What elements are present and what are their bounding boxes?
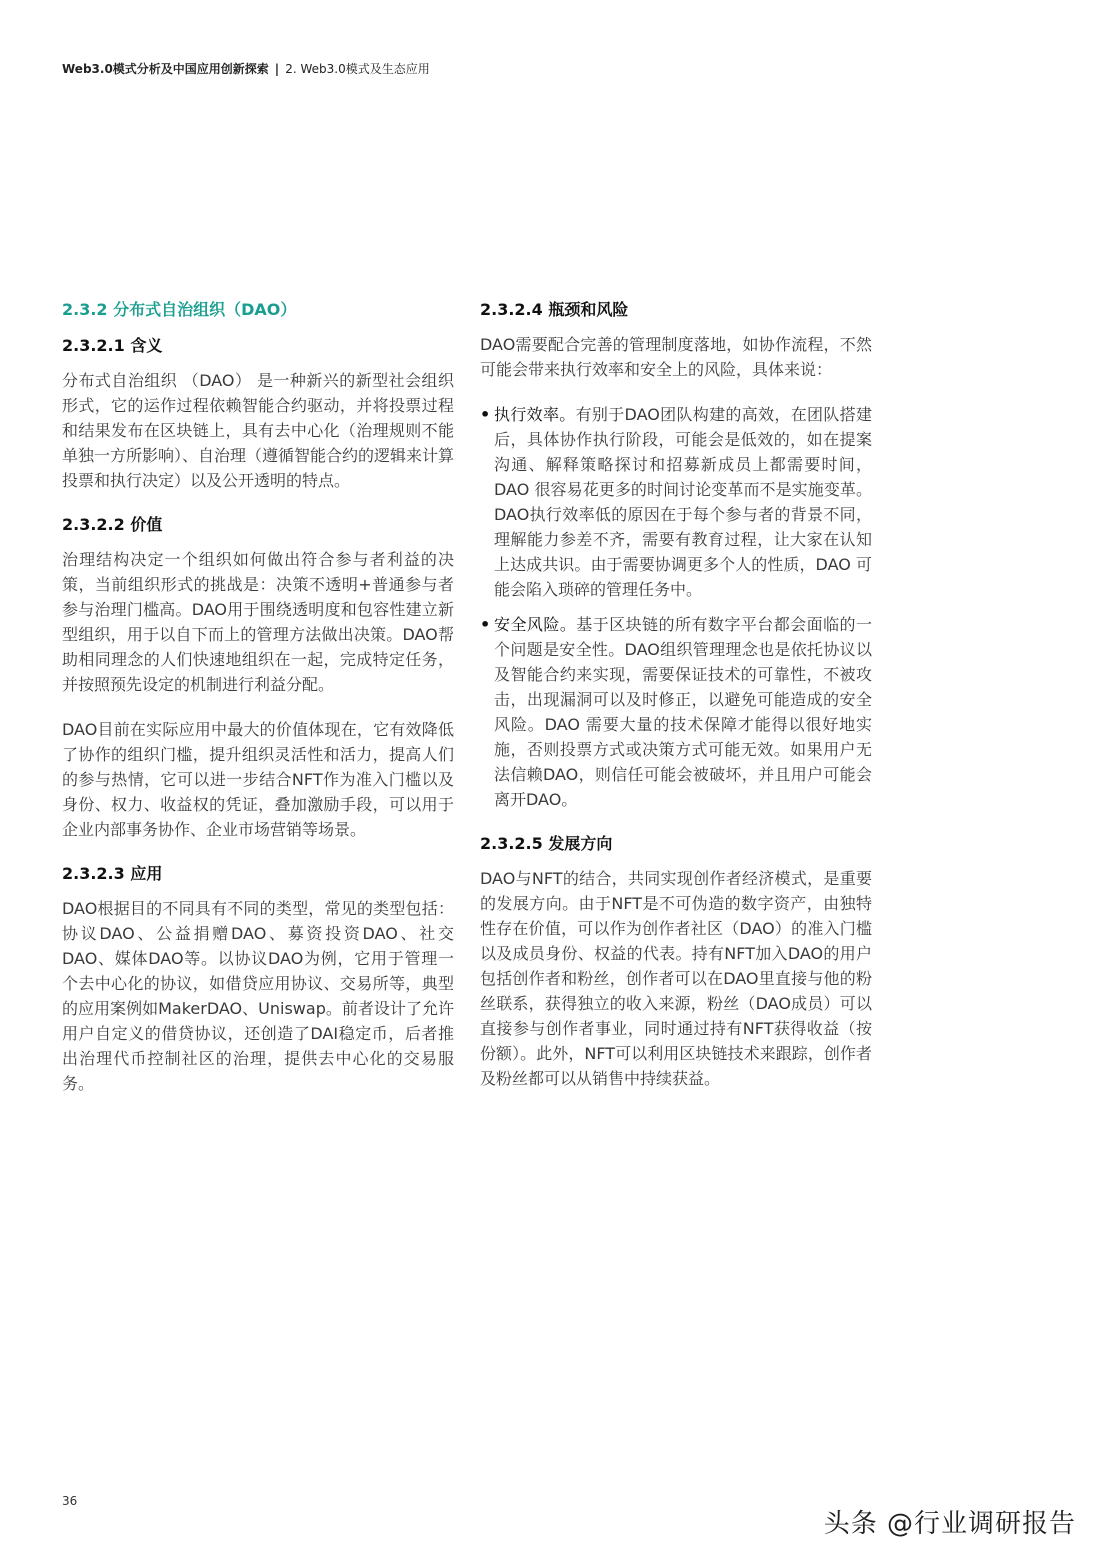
section-title-dao: 2.3.2 分布式自治组织（DAO） bbox=[62, 300, 297, 319]
paragraph-meaning: 分布式自治组织 （DAO） 是一种新兴的新型社会组织形式，它的运作过程依赖智能合约驱动，并将投票过程和结果发布在区块链上，具有去中心化（治理规则不能单独一方所影响）、自治理（遵循智能合约的逻辑来计算投票和执行决定）以及公开透明的特点。 bbox=[62, 371, 455, 490]
header-separator: | bbox=[274, 62, 280, 76]
page-number: 36 bbox=[62, 1494, 78, 1508]
risk-item-security bbox=[480, 612, 872, 812]
bullet-text: 有别于DAO团队构建的高效，在团队搭建后，具体协作执行阶段，可能会是低效的，如在提案沟通、解释策略探讨和招募新成员上都需要时间，DAO 很容易花更多的时间讨论变革而不是实施变革。DAO执行效率低的原因在于每个参与者的背景不同，理解能力参差不齐，需要有教育过程，让大家在认知上达成共识。由于需要协调更多个人的性质，DAO 可能会陷入琐碎的管理任务中。 bbox=[494, 405, 872, 599]
paragraph-application: DAO根据目的不同具有不同的类型，常见的类型包括：协议DAO、公益捐赠DAO、募资投资DAO、社交DAO、媒体DAO等。以协议DAO为例，它用于管理一个去中心化的协议，如借贷应用协议、交易所等，典型的应用案例如MakerDAO、Uniswap。前者设计了允许用户自定义的借贷协议，还创造了DAI稳定币，后者推出治理代币控制社区的治理，提供去中心化的交易服务。 bbox=[62, 899, 454, 1093]
heading-value: 2.3.2.2 价值 bbox=[62, 515, 163, 534]
heading-risks: 2.3.2.4 瓶颈和风险 bbox=[480, 300, 629, 319]
heading-direction: 2.3.2.5 发展方向 bbox=[480, 834, 613, 853]
heading-application: 2.3.2.3 应用 bbox=[62, 864, 163, 883]
heading-meaning: 2.3.2.1 含义 bbox=[62, 336, 163, 355]
bullet-label: 安全风险。 bbox=[494, 615, 577, 634]
chapter-title: 2. Web3.0模式及生态应用 bbox=[285, 62, 430, 76]
paragraph-value-2: DAO目前在实际应用中最大的价值体现在，它有效降低了协作的组织门槛，提升组织灵活性和活力，提高人们的参与热情，它可以进一步结合NFT作为准入门槛以及身份、权力、收益权的凭证，叠加激励手段，可以用于企业内部事务协作、企业市场营销等场景。 bbox=[62, 720, 454, 839]
running-header bbox=[62, 60, 430, 77]
bullet-text: 基于区块链的所有数字平台都会面临的一个问题是安全性。DAO组织管理理念也是依托协议以及智能合约来实现，需要保证技术的可靠性，不被攻击，出现漏洞可以及时修正，以避免可能造成的安全风险。DAO 需要大量的技术保障才能得以很好地实施，否则投票方式或决策方式可能无效。如果用户无法信赖DAO，则信任可能会被破坏，并且用户可能会离开DAO。 bbox=[494, 615, 872, 809]
paragraph-value-1: 治理结构决定一个组织如何做出符合参与者利益的决策，当前组织形式的挑战是：决策不透明+普通参与者参与治理门槛高。DAO用于围绕透明度和包容性建立新型组织，用于以自下而上的管理方法做出决策。DAO帮助相同理念的人们快速地组织在一起，完成特定任务，并按照预先设定的机制进行利益分配。 bbox=[62, 550, 454, 694]
bullet-label: 执行效率。 bbox=[494, 405, 576, 424]
risk-list bbox=[480, 402, 872, 812]
risk-item-efficiency bbox=[480, 402, 872, 602]
paragraph-risks-intro: DAO需要配合完善的管理制度落地，如协作流程，不然可能会带来执行效率和安全上的风险，具体来说： bbox=[480, 335, 872, 379]
paragraph-direction: DAO与NFT的结合，共同实现创作者经济模式，是重要的发展方向。由于NFT是不可伪造的数字资产，由独特性存在价值，可以作为创作者社区（DAO）的准入门槛以及成员身份、权益的代表。持有NFT加入DAO的用户包括创作者和粉丝，创作者可以在DAO里直接与他的粉丝联系，获得独立的收入来源，粉丝（DAO成员）可以直接参与创作者事业，同时通过持有NFT获得收益（按份额）。此外，NFT可以利用区块链技术来跟踪，创作者及粉丝都可以从销售中持续获益。 bbox=[480, 869, 872, 1088]
left-column bbox=[62, 298, 454, 1116]
report-title: Web3.0模式分析及中国应用创新探索 bbox=[62, 62, 269, 76]
right-column bbox=[480, 298, 872, 1111]
watermark: 头条 @行业调研报告 bbox=[823, 1509, 1076, 1539]
